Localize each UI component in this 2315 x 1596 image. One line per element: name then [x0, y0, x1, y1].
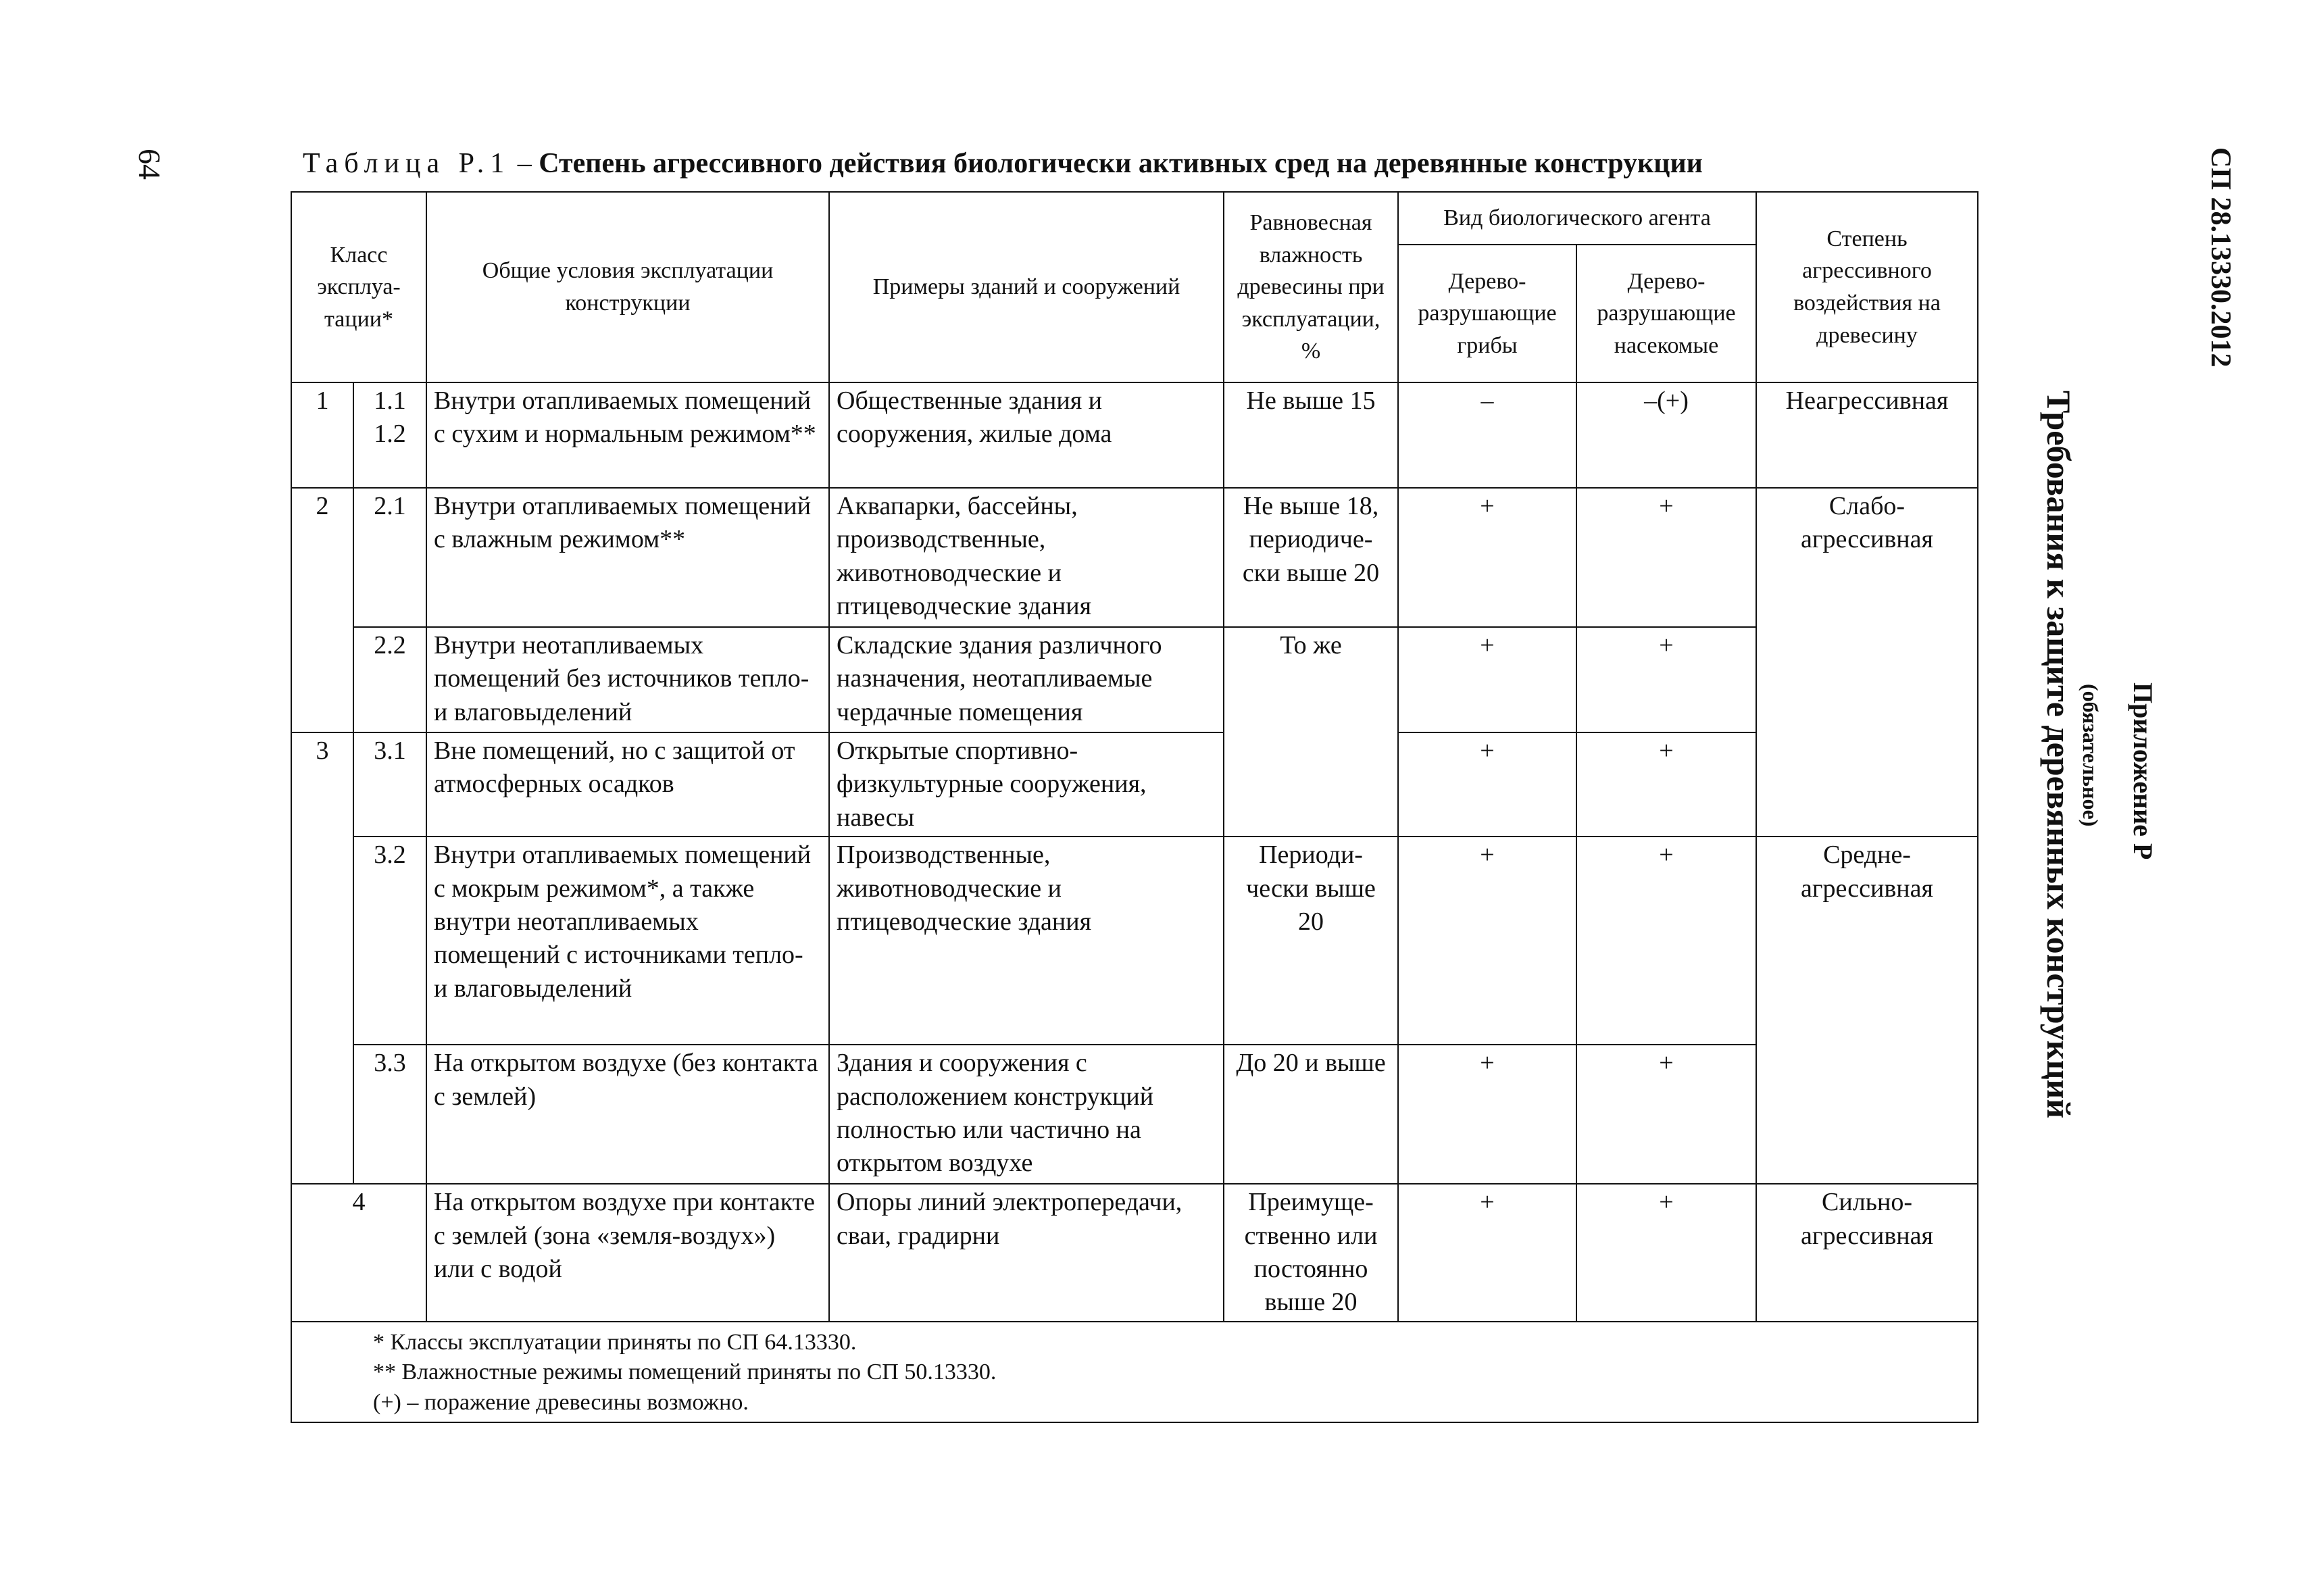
- class-cell: 4: [291, 1184, 426, 1322]
- degree-cell: Слабо-агрессивная: [1756, 488, 1978, 627]
- fungi-cell: +: [1398, 1045, 1576, 1184]
- header-insects: Дерево-разрушающие насекомые: [1576, 245, 1756, 382]
- table-row: [291, 382, 1978, 488]
- conditions-cell: Внутри отапливаемых помещений с влажным режимом**: [426, 488, 829, 627]
- aggressiveness-table: [291, 191, 1978, 1423]
- header-degree: Степень агрессивного воздействия на древесину: [1756, 192, 1978, 382]
- insects-cell: –(+): [1576, 382, 1756, 488]
- fungi-cell: +: [1398, 837, 1576, 1045]
- subclass-cell: 1.1 1.2: [353, 382, 426, 488]
- subclass-cell: 2.2: [353, 627, 426, 732]
- conditions-cell: На открытом воздухе (без контакта с землей): [426, 1045, 829, 1184]
- subclass-cell: 3.3: [353, 1045, 426, 1184]
- subclass-cell: 2.1: [353, 488, 426, 627]
- humidity-cell-continued: [1224, 732, 1398, 837]
- conditions-cell: Внутри неотапливаемых помещений без источников тепло- и влаговыделений: [426, 627, 829, 732]
- subclass-cell: 3.2: [353, 837, 426, 1045]
- conditions-cell: Внутри отапливаемых помещений с мокрым режимом*, а также внутри неотапливаемых помещений с источниками тепло- и влаговыделений: [426, 837, 829, 1045]
- examples-cell: Общественные здания и сооружения, жилые дома: [829, 382, 1224, 488]
- fungi-cell: +: [1398, 732, 1576, 837]
- header-biological-agent: Вид биологического агента: [1398, 192, 1756, 245]
- humidity-cell: Преимуще-ственно или постоянно выше 20: [1224, 1184, 1398, 1322]
- footnote: (+) – поражение древесины возможно.: [373, 1389, 749, 1415]
- conditions-cell: Вне помещений, но с защитой от атмосферных осадков: [426, 732, 829, 837]
- degree-cell: Неагрессивная: [1756, 382, 1978, 488]
- degree-cell-continued: [1756, 627, 1978, 732]
- page-number: 64: [132, 149, 167, 180]
- table-caption-label: Таблица Р.1: [303, 148, 511, 179]
- degree-cell: Средне-агрессивная: [1756, 837, 1978, 1045]
- examples-cell: Здания и сооружения с расположением конструкций полностью или частично на открытом воздухе: [829, 1045, 1224, 1184]
- header-humidity: Равновесная влажность древесины при эксплуатации, %: [1224, 192, 1398, 382]
- humidity-cell: Периоди-чески выше 20: [1224, 837, 1398, 1045]
- insects-cell: +: [1576, 1184, 1756, 1322]
- insects-cell: +: [1576, 837, 1756, 1045]
- class-cell-continued: [291, 627, 353, 732]
- footnotes-cell: [291, 1322, 1978, 1422]
- footnotes-row: [291, 1322, 1978, 1422]
- insects-cell: +: [1576, 488, 1756, 627]
- document-code: СП 28.13330.2012: [2205, 147, 2236, 368]
- fungi-cell: +: [1398, 627, 1576, 732]
- table-row: [291, 627, 1978, 732]
- table-caption-dash: –: [510, 148, 539, 179]
- appendix-note: (обязательное): [2078, 684, 2103, 827]
- class-cell: 1: [291, 382, 353, 488]
- fungi-cell: +: [1398, 1184, 1576, 1322]
- degree-cell: Сильно-агрессивная: [1756, 1184, 1978, 1322]
- table-row: [291, 488, 1978, 627]
- header-row: [291, 192, 1978, 245]
- subclass-cell: 3.1: [353, 732, 426, 837]
- header-conditions: Общие условия эксплуатации конструкции: [426, 192, 829, 382]
- header-class: Класс эксплуа-тации*: [291, 192, 426, 382]
- table-row: [291, 732, 1978, 837]
- table-caption-text: Степень агрессивного действия биологически активных сред на деревянные конструкции: [539, 148, 1703, 179]
- class-cell-continued: [291, 837, 353, 1045]
- table-row: [291, 837, 1978, 1045]
- table-row: [291, 1045, 1978, 1184]
- fungi-cell: –: [1398, 382, 1576, 488]
- degree-cell-continued: [1756, 732, 1978, 837]
- conditions-cell: На открытом воздухе при контакте с землей (зона «земля-воздух») или с водой: [426, 1184, 829, 1322]
- insects-cell: +: [1576, 1045, 1756, 1184]
- humidity-cell: Не выше 18, периодиче-ски выше 20: [1224, 488, 1398, 627]
- conditions-cell: Внутри отапливаемых помещений с сухим и нормальным режимом**: [426, 382, 829, 488]
- examples-cell: Складские здания различного назначения, неотапливаемые чердачные помещения: [829, 627, 1224, 732]
- header-examples: Примеры зданий и сооружений: [829, 192, 1224, 382]
- section-title: Требования к защите деревянных конструкций: [2040, 391, 2078, 1119]
- examples-cell: Аквапарки, бассейны, производственные, животноводческие и птицеводческие здания: [829, 488, 1224, 627]
- table-caption: [303, 147, 1703, 180]
- header-fungi: Дерево-разрушающие грибы: [1398, 245, 1576, 382]
- class-cell-continued: [291, 1045, 353, 1184]
- class-cell: 3: [291, 732, 353, 837]
- class-cell: 2: [291, 488, 353, 627]
- examples-cell: Опоры линий электропередачи, сваи, градирни: [829, 1184, 1224, 1322]
- degree-cell-continued: [1756, 1045, 1978, 1184]
- humidity-cell: До 20 и выше: [1224, 1045, 1398, 1184]
- examples-cell: Открытые спортивно-физкультурные сооружения, навесы: [829, 732, 1224, 837]
- footnote: ** Влажностные режимы помещений приняты по СП 50.13330.: [373, 1360, 997, 1385]
- fungi-cell: +: [1398, 488, 1576, 627]
- footnote: * Классы эксплуатации приняты по СП 64.13330.: [373, 1330, 857, 1355]
- appendix-title: Приложение Р: [2128, 682, 2158, 860]
- humidity-cell: Не выше 15: [1224, 382, 1398, 488]
- humidity-cell: То же: [1224, 627, 1398, 732]
- examples-cell: Производственные, животноводческие и птицеводческие здания: [829, 837, 1224, 1045]
- insects-cell: +: [1576, 627, 1756, 732]
- insects-cell: +: [1576, 732, 1756, 837]
- table-row: [291, 1184, 1978, 1322]
